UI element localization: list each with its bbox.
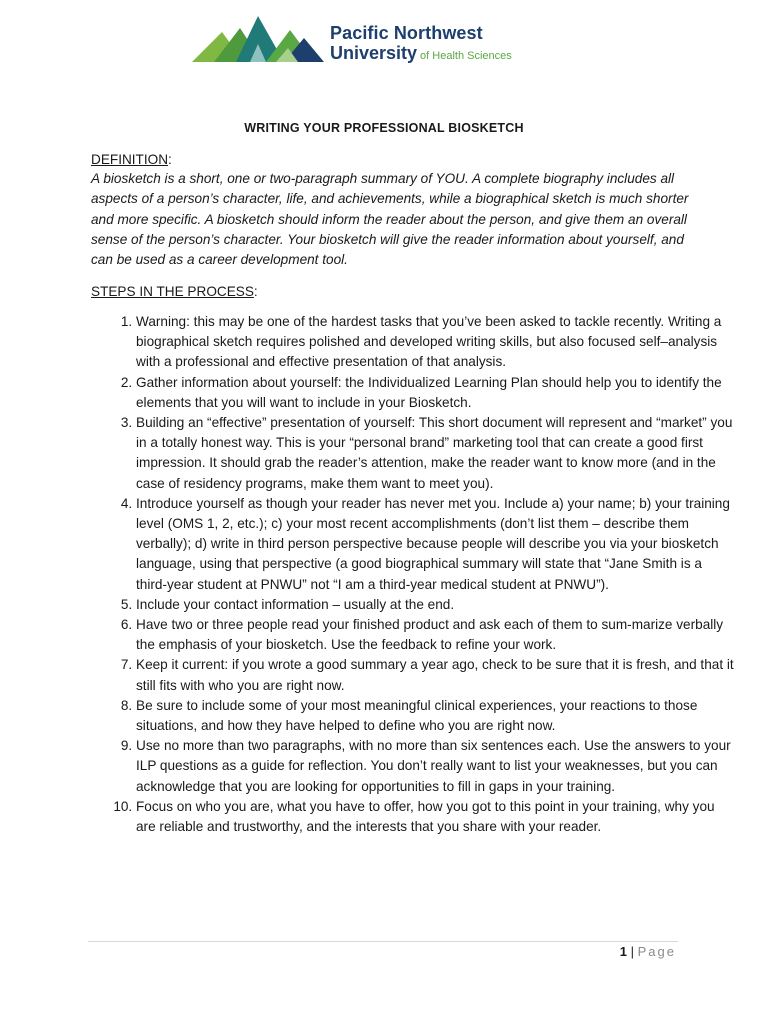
step-item: 10. Focus on who you are, what you have to offer, how you got to this point in your training, why you are reliable and trustworthy, and the interests that you share with your reader. [136,797,736,837]
step-item: 7. Keep it current: if you wrote a good summary a year ago, check to be sure that it is fresh, and that it still fits with who you are right now. [136,655,736,695]
steps-heading [91,282,258,302]
logo-line1: Pacific Northwest [330,23,483,43]
logo-university: University [330,43,418,63]
step-item: 4. Introduce yourself as though your reader has never met you. Include a) your name; b) your training level (OMS 1, 2, etc.); c) your most recent accomplishments (don’t list them – describe them verbally); d) write in third person perspective because people will describe you via your biosketch language, using that perspective (a good biographical summary will state that “Jane Smith is a third-year student at PNWU” not “I am a third-year medical student at PNWU”). [136,494,736,595]
page-number: 1 [619,944,628,959]
steps-heading-text: STEPS IN THE PROCESS [91,284,254,299]
definition-paragraph: A biosketch is a short, one or two-paragraph summary of YOU. A complete biography includes all aspects of a person’s character, life, and achievements, while a biographical sketch is much shorter and more specific. A biosketch should inform the reader about the person, and give them an overall sense of the person’s character. Your biosketch will give the reader information about yourself, and can be used as a career development tool. [91,171,689,268]
page-footer [620,944,676,959]
footer-divider [88,941,678,942]
university-logo [192,14,522,66]
definition-heading-colon: : [168,152,172,167]
logo-of-health-sciences: of Health Sciences [420,50,512,62]
step-item: 3. Building an “effective” presentation of yourself: This short document will represent and “market” you in a totally honest way. This is your “personal brand” marketing tool that can create a good first impression. It should grab the reader’s attention, make the reader want to know more (and in the case of residency programs, make them want to meet you). [136,413,736,494]
page-separator: | [627,944,638,959]
step-item: 5. Include your contact information – usually at the end. [136,595,736,615]
step-item: 2. Gather information about yourself: the Individualized Learning Plan should help you to identify the elements that you will want to include in your Biosketch. [136,373,736,413]
page-label: Page [637,944,676,959]
document-title: WRITING YOUR PROFESSIONAL BIOSKETCH [244,121,524,135]
logo-wordmark [330,23,512,66]
step-item: 8. Be sure to include some of your most meaningful clinical experiences, your reactions to those situations, and how they have helped to define who you are right now. [136,696,736,736]
step-item: 9. Use no more than two paragraphs, with no more than six sentences each. Use the answers to your ILP questions as a guide for reflection. You don’t really want to list your weaknesses, but you can acknowledge that you are looking for opportunities to fill in gaps in your training. [136,736,736,797]
step-item: 1. Warning: this may be one of the hardest tasks that you’ve been asked to tackle recently. Writing a biographical sketch requires polished and developed writing skills, but also focused self–analysis with a professional and effective presentation of that analysis. [136,312,736,373]
step-item: 6. Have two or three people read your finished product and ask each of them to sum-marize verbally the emphasis of your biosketch. Use the feedback to refine your work. [136,615,736,655]
definition-heading [91,150,172,170]
steps-list [91,312,736,837]
logo-line2 [330,43,512,66]
steps-heading-colon: : [253,284,258,299]
definition-heading-text: DEFINITION [91,152,169,167]
mountain-logo-icon [192,14,324,66]
